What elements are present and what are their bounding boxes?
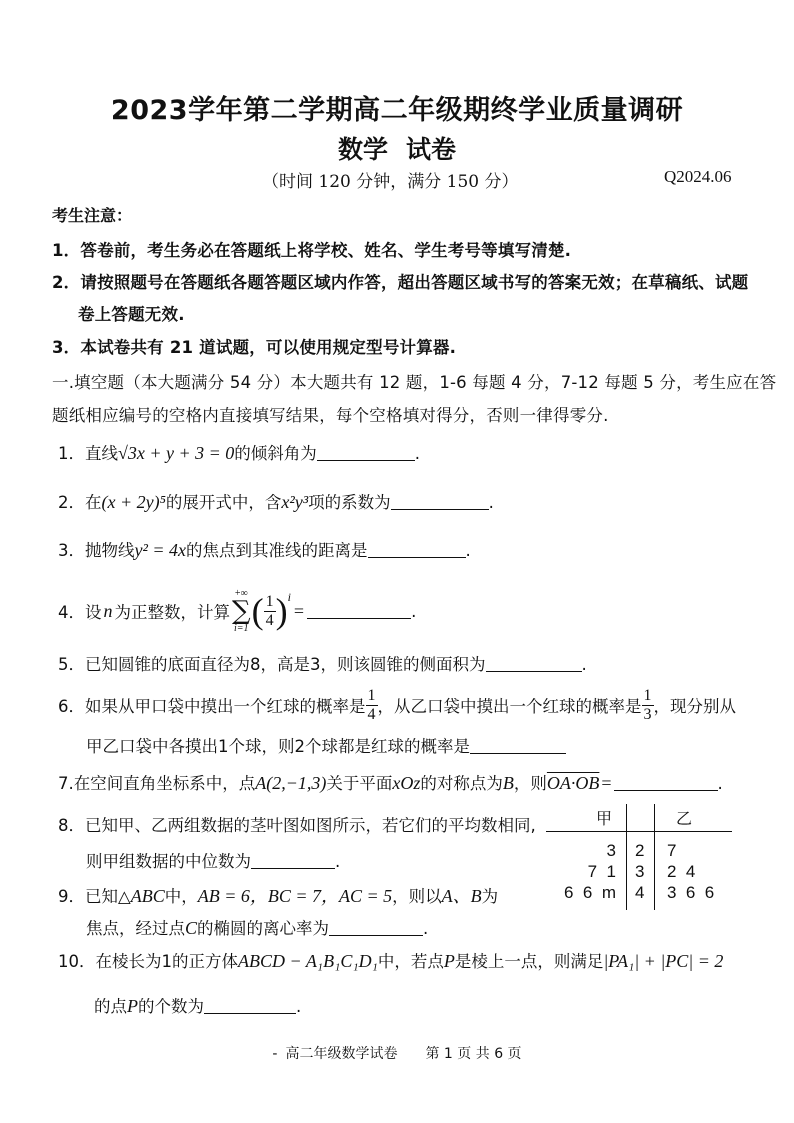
question-1: 1．直线√3x + y + 3 = 0的倾斜角为 .	[58, 443, 421, 463]
q4-answer-blank[interactable]	[307, 604, 411, 619]
leaf-left-row-1: 3	[606, 841, 616, 860]
stem-leaf-right-rule	[654, 804, 655, 910]
note-2-line-1: 2．请按照题号在答题纸各题答题区域内作答，超出答题区域书写的答案无效；在草稿纸、试题	[52, 273, 749, 292]
q10-cube: ABCD − A₁B₁C₁D₁	[238, 951, 378, 971]
q1-answer-blank[interactable]	[317, 446, 415, 461]
question-9-line-1: 9．已知△ABC中，AB = 6，BC = 7，AC = 5，则以A、B为	[58, 886, 499, 906]
q7-point: A(2,−1,3)	[255, 773, 327, 793]
exam-title: 2023学年第二学期高二年级期终学业质量调研	[110, 95, 684, 126]
group-jia-label: 甲	[596, 809, 613, 828]
footer-exam-name: 高二年级数学试卷	[285, 1046, 398, 1062]
exam-subtitle	[0, 130, 794, 166]
question-6-line-1: 6． 如果从甲口袋中摸出一个红球的概率是 $\frac{1}{4}$ ，从乙口袋中摸出一个红球的概率是 $\frac{1}{3}$ ，现分别从	[58, 686, 736, 723]
question-9-line-2: 焦点，经过点C的椭圆的离心率为 .	[86, 918, 429, 938]
q3-parabola: y² = 4x	[134, 540, 187, 560]
leaf-left-row-3: 6 6 m	[564, 883, 616, 902]
page-footer: - 高二年级数学试卷 第 1 页 共 6 页	[272, 1046, 522, 1062]
section-heading-line-2: 题纸相应编号的空格内直接填写结果，每个空格填对得分，否则一律得零分.	[52, 406, 609, 425]
note-3: 3．本试卷共有 21 道试题，可以使用规定型号计算器.	[52, 338, 457, 357]
note-1: 1．答卷前，考生务必在答题纸上将学校、姓名、学生考号等填写清楚.	[52, 241, 572, 260]
leaf-right-row-3: 3 6 6	[667, 883, 715, 902]
q5-answer-blank[interactable]	[486, 657, 582, 672]
q2-term: x²y³	[281, 492, 309, 512]
question-8-line-1: 8．已知甲、乙两组数据的茎叶图如图所示，若它们的平均数相同,	[58, 816, 536, 835]
note-2-line-2: 卷上答题无效.	[78, 305, 185, 324]
q7-answer-blank[interactable]	[614, 776, 718, 791]
section-heading-line-1: 一.填空题（本大题满分 54 分）本大题共有 12 题，1-6 每题 4 分，7-12 每题 5 分，考生应在答	[52, 373, 777, 392]
question-10-line-1: 10．在棱长为1的正方体ABCD − A₁B₁C₁D₁中，若点P是棱上一点，则满足|PA₁| + |PC| = 2	[58, 951, 724, 971]
leaf-right-row-2: 2 4	[667, 862, 696, 881]
question-10-line-2: 的点P的个数为 .	[94, 996, 302, 1016]
exam-code: Q2024.06	[664, 167, 732, 186]
q3-answer-blank[interactable]	[368, 543, 466, 558]
q4-summation: +∞ ∑ i=1	[232, 588, 251, 634]
q4-fraction: $\frac{1}{4}$	[265, 592, 274, 629]
stem-leaf-plot	[546, 800, 736, 910]
subtitle-subject: 数学	[337, 135, 388, 164]
leaf-right-row-1: 7	[667, 841, 677, 860]
q9-side-lengths: AB = 6，BC = 7，AC = 5	[197, 886, 393, 906]
question-8-line-2: 则甲组数据的中位数为 .	[86, 852, 341, 871]
q6-fraction-1: $\frac{1}{4}$	[367, 686, 376, 723]
leaf-left-row-2: 7 1	[587, 862, 616, 881]
q8-answer-blank[interactable]	[251, 854, 335, 869]
q2-answer-blank[interactable]	[391, 495, 489, 510]
question-2: 2．在(x + 2y)⁵的展开式中，含x²y³项的系数为 .	[58, 492, 494, 512]
stem-row-2: 3	[635, 862, 645, 881]
question-6-line-2: 甲乙口袋中各摸出1个球，则2个球都是红球的概率是	[86, 733, 566, 757]
time-info: （时间 120 分钟，满分 150 分）	[262, 172, 519, 192]
q9-answer-blank[interactable]	[329, 921, 423, 936]
q2-binomial: (x + 2y)⁵	[101, 492, 166, 512]
subtitle-kind: 试卷	[406, 135, 457, 164]
question-7: 7.在空间直角坐标系中，点A(2,−1,3)关于平面xOz的对称点为B，则OA·OB = .	[58, 773, 723, 793]
stem-row-3: 4	[635, 883, 645, 902]
question-5: 5．已知圆锥的底面直径为8，高是3，则该圆锥的侧面积为 .	[58, 655, 587, 674]
q10-condition: |PA₁| + |PC| = 2	[603, 951, 724, 971]
group-yi-label: 乙	[676, 809, 693, 828]
q1-equation: √3x + y + 3 = 0	[118, 443, 235, 463]
question-3: 3．抛物线y² = 4x的焦点到其准线的距离是 .	[58, 540, 471, 560]
stem-row-1: 2	[635, 841, 645, 860]
q6-answer-blank[interactable]	[470, 739, 566, 754]
notes-heading: 考生注意：	[52, 206, 133, 225]
stem-leaf-header-rule	[546, 831, 732, 832]
q7-vector-product: OA·OB	[546, 773, 600, 793]
q6-fraction-2: $\frac{1}{3}$	[643, 686, 652, 723]
footer-page-number: 第 1 页 共 6 页	[425, 1046, 522, 1062]
q10-answer-blank[interactable]	[204, 999, 296, 1014]
question-4: 4． 设 n 为正整数，计算 +∞ ∑ i=1 ( $\frac{1}{4}$ ) i = .	[58, 588, 417, 634]
stem-leaf-left-rule	[626, 831, 627, 910]
